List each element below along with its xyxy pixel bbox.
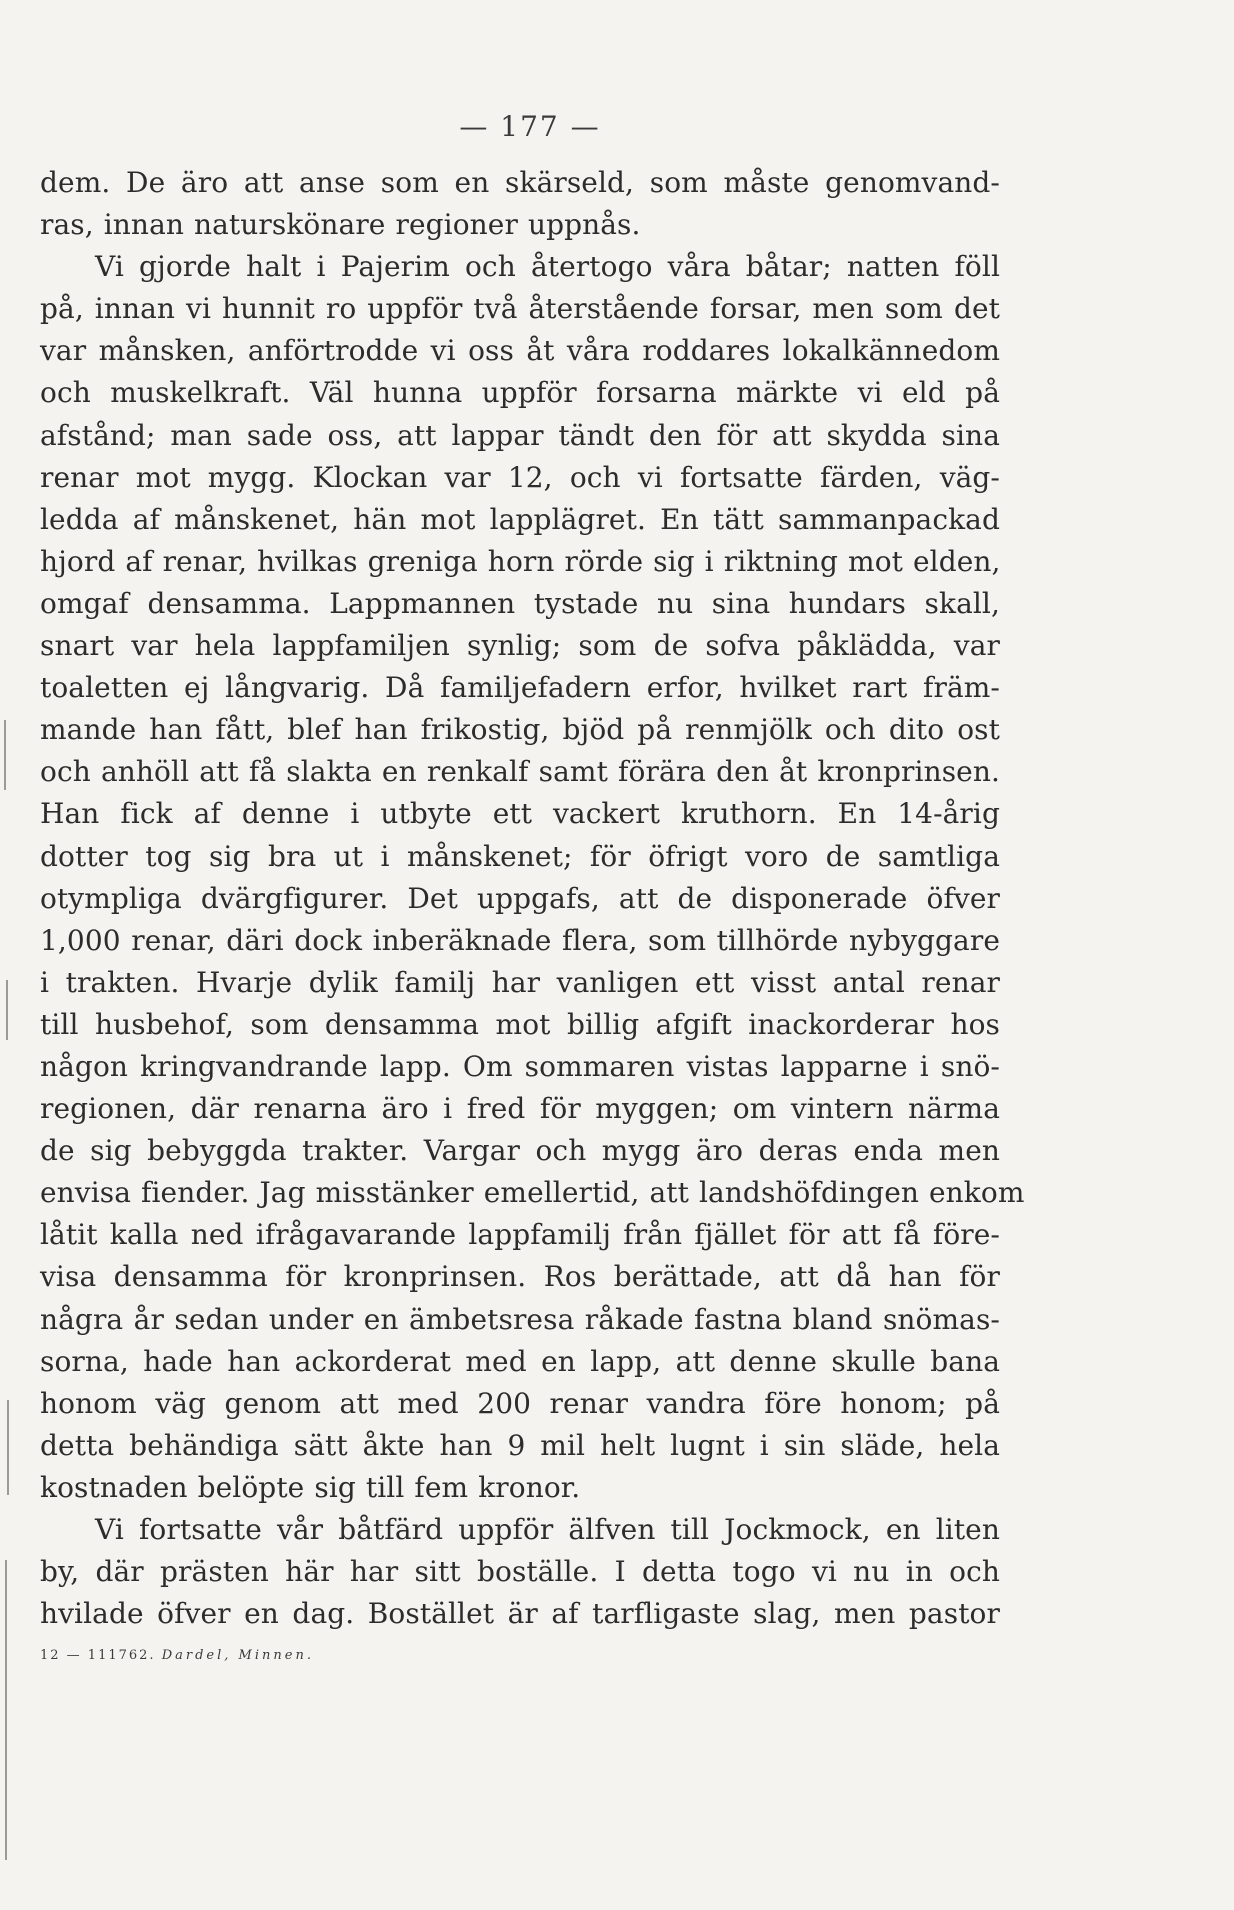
text-line: toaletten ej långvarig. Då familjefadern erfor, hvilket rart främ- bbox=[40, 671, 1000, 705]
text-line: otympliga dvärgfigurer. Det uppgafs, att de disponerade öfver bbox=[40, 881, 1000, 915]
text-line: by, där prästen här har sitt boställe. I detta togo vi nu in och bbox=[40, 1555, 1000, 1589]
binding-edge-mark bbox=[5, 1560, 7, 1860]
text-line: envisa fiender. Jag misstänker emellertid, att landshöfdingen enkom bbox=[40, 1176, 1025, 1210]
text-line: sorna, hade han ackorderat med en lapp, att denne skulle bana bbox=[40, 1344, 1000, 1378]
text-line: kostnaden belöpte sig till fem kronor. bbox=[40, 1470, 581, 1504]
printer-signature bbox=[40, 1648, 314, 1663]
signature-mark: 12 — 111762. bbox=[40, 1648, 156, 1663]
text-line: omgaf densamma. Lappmannen tystade nu sina hundars skall, bbox=[40, 586, 1000, 620]
text-line: hjord af renar, hvilkas greniga horn rörde sig i riktning mot elden, bbox=[40, 544, 1001, 578]
text-line: låtit kalla ned ifrågavarande lappfamilj från fjället för att få före- bbox=[40, 1218, 1000, 1252]
text-line: de sig bebyggda trakter. Vargar och mygg äro deras enda men bbox=[40, 1134, 1000, 1168]
text-line: honom väg genom att med 200 renar vandra före honom; på bbox=[40, 1386, 1000, 1420]
text-line: i trakten. Hvarje dylik familj har vanligen ett visst antal renar bbox=[40, 965, 1000, 999]
text-line: mande han fått, blef han frikostig, bjöd på renmjölk och dito ost bbox=[40, 713, 1000, 747]
text-line: regionen, där renarna äro i fred för myggen; om vintern närma bbox=[40, 1092, 1000, 1126]
text-line: afstånd; man sade oss, att lappar tändt den för att skydda sina bbox=[40, 418, 1000, 452]
text-line: någon kringvandrande lapp. Om sommaren vistas lapparne i snö- bbox=[40, 1049, 1000, 1083]
page-number: — 177 — bbox=[459, 110, 601, 143]
text-line: några år sedan under en ämbetsresa råkade fastna bland snömas- bbox=[40, 1302, 1000, 1336]
text-line: detta behändiga sätt åkte han 9 mil helt lugnt i sin släde, hela bbox=[40, 1428, 1000, 1462]
text-line: ras, innan naturskönare regioner uppnås. bbox=[40, 208, 641, 242]
text-line: Han fick af denne i utbyte ett vackert kruthorn. En 14-årig bbox=[40, 797, 1000, 831]
body-text bbox=[40, 162, 1025, 1635]
binding-edge-mark bbox=[6, 980, 8, 1040]
text-line: dem. De äro att anse som en skärseld, som måste genomvand- bbox=[40, 166, 1000, 199]
text-line: Vi fortsatte vår båtfärd uppför älfven till Jockmock, en liten bbox=[95, 1513, 1000, 1546]
binding-edge-mark bbox=[7, 1400, 9, 1495]
text-line: hvilade öfver en dag. Bostället är af tarfligaste slag, men pastor bbox=[40, 1597, 1000, 1631]
text-line: Vi gjorde halt i Pajerim och återtogo våra båtar; natten föll bbox=[95, 250, 1000, 284]
text-line: renar mot mygg. Klockan var 12, och vi fortsatte färden, väg- bbox=[40, 460, 1000, 494]
text-line: dotter tog sig bra ut i månskenet; för öfrigt voro de samtliga bbox=[40, 839, 1000, 873]
text-line: och anhöll att få slakta en renkalf samt förära den åt kronprinsen. bbox=[40, 755, 1000, 789]
text-line: ledda af månskenet, hän mot lapplägret. En tätt sammanpackad bbox=[40, 502, 1000, 536]
text-line: visa densamma för kronprinsen. Ros berättade, att då han för bbox=[40, 1260, 1000, 1294]
text-line: och muskelkraft. Väl hunna uppför forsarna märkte vi eld på bbox=[40, 376, 1000, 410]
text-line: på, innan vi hunnit ro uppför två återstående forsar, men som det bbox=[40, 292, 1000, 326]
text-line: var månsken, anförtrodde vi oss åt våra roddares lokalkännedom bbox=[40, 334, 1000, 368]
text-line: till husbehof, som densamma mot billig afgift inackorderar hos bbox=[40, 1007, 1000, 1041]
book-title: Dardel, Minnen. bbox=[161, 1648, 314, 1663]
text-line: 1,000 renar, däri dock inberäknade flera, som tillhörde nybyggare bbox=[40, 923, 1000, 957]
binding-edge-mark bbox=[4, 720, 6, 790]
text-line: snart var hela lappfamiljen synlig; som de sofva påklädda, var bbox=[40, 629, 1000, 663]
